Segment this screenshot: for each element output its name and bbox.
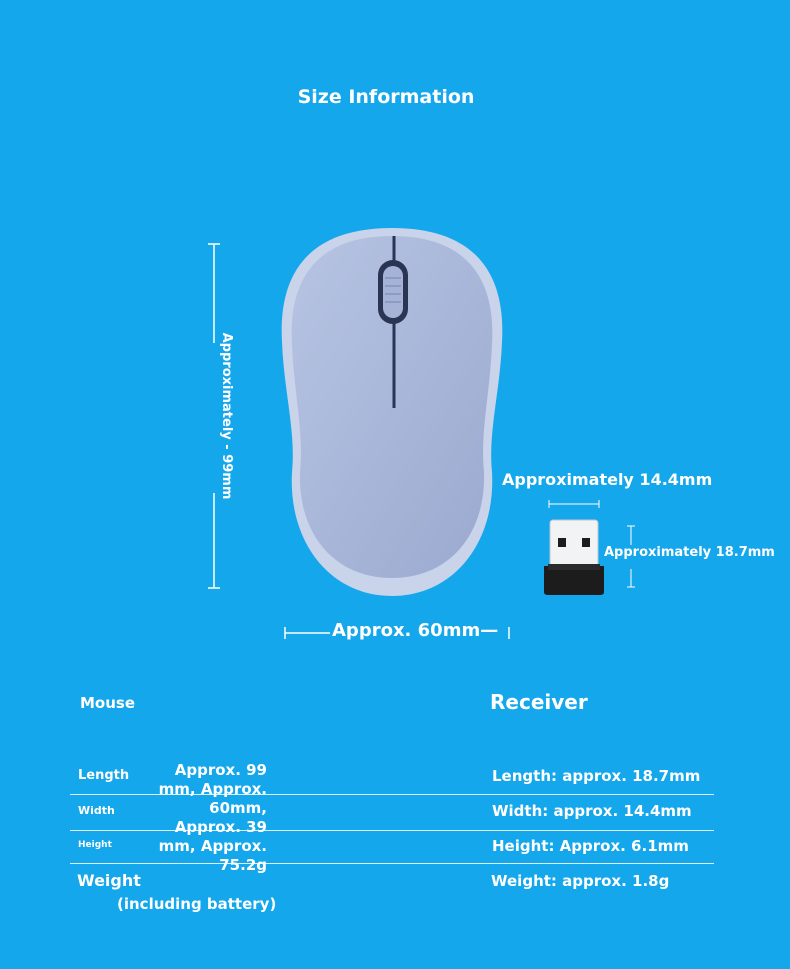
usb-receiver-image	[542, 518, 606, 596]
mouse-width-label: Approx. 60mm—	[332, 620, 499, 641]
mouse-height-spec-label: Height	[78, 840, 112, 850]
mouse-specs-header: Mouse	[80, 694, 136, 712]
mouse-width-spec-label: Width	[78, 804, 115, 817]
mouse-image	[270, 222, 514, 602]
page-title: Size Information	[297, 86, 475, 108]
receiver-specs-header: Receiver	[490, 690, 588, 714]
mouse-length-label: Length	[78, 768, 130, 783]
mouse-spec-values: Approx. 99 mm, Approx. 60mm, Approx. 39 mm, Approx. 75.2g	[158, 761, 267, 874]
receiver-height-spec: Height: Approx. 6.1mm	[492, 837, 689, 855]
receiver-width-label: Approximately 14.4mm	[502, 470, 713, 489]
mouse-weight-note: (including battery)	[117, 895, 277, 913]
mouse-weight-label: Weight	[77, 871, 141, 890]
receiver-length-spec: Length: approx. 18.7mm	[492, 767, 701, 785]
receiver-weight-spec: Weight: approx. 1.8g	[491, 872, 670, 890]
receiver-height-label: Approximately 18.7mm	[604, 545, 775, 560]
receiver-width-spec: Width: approx. 14.4mm	[492, 802, 692, 820]
receiver-width-dimension-line	[548, 498, 600, 510]
mouse-height-label: Approximately - 99mm	[219, 332, 234, 500]
